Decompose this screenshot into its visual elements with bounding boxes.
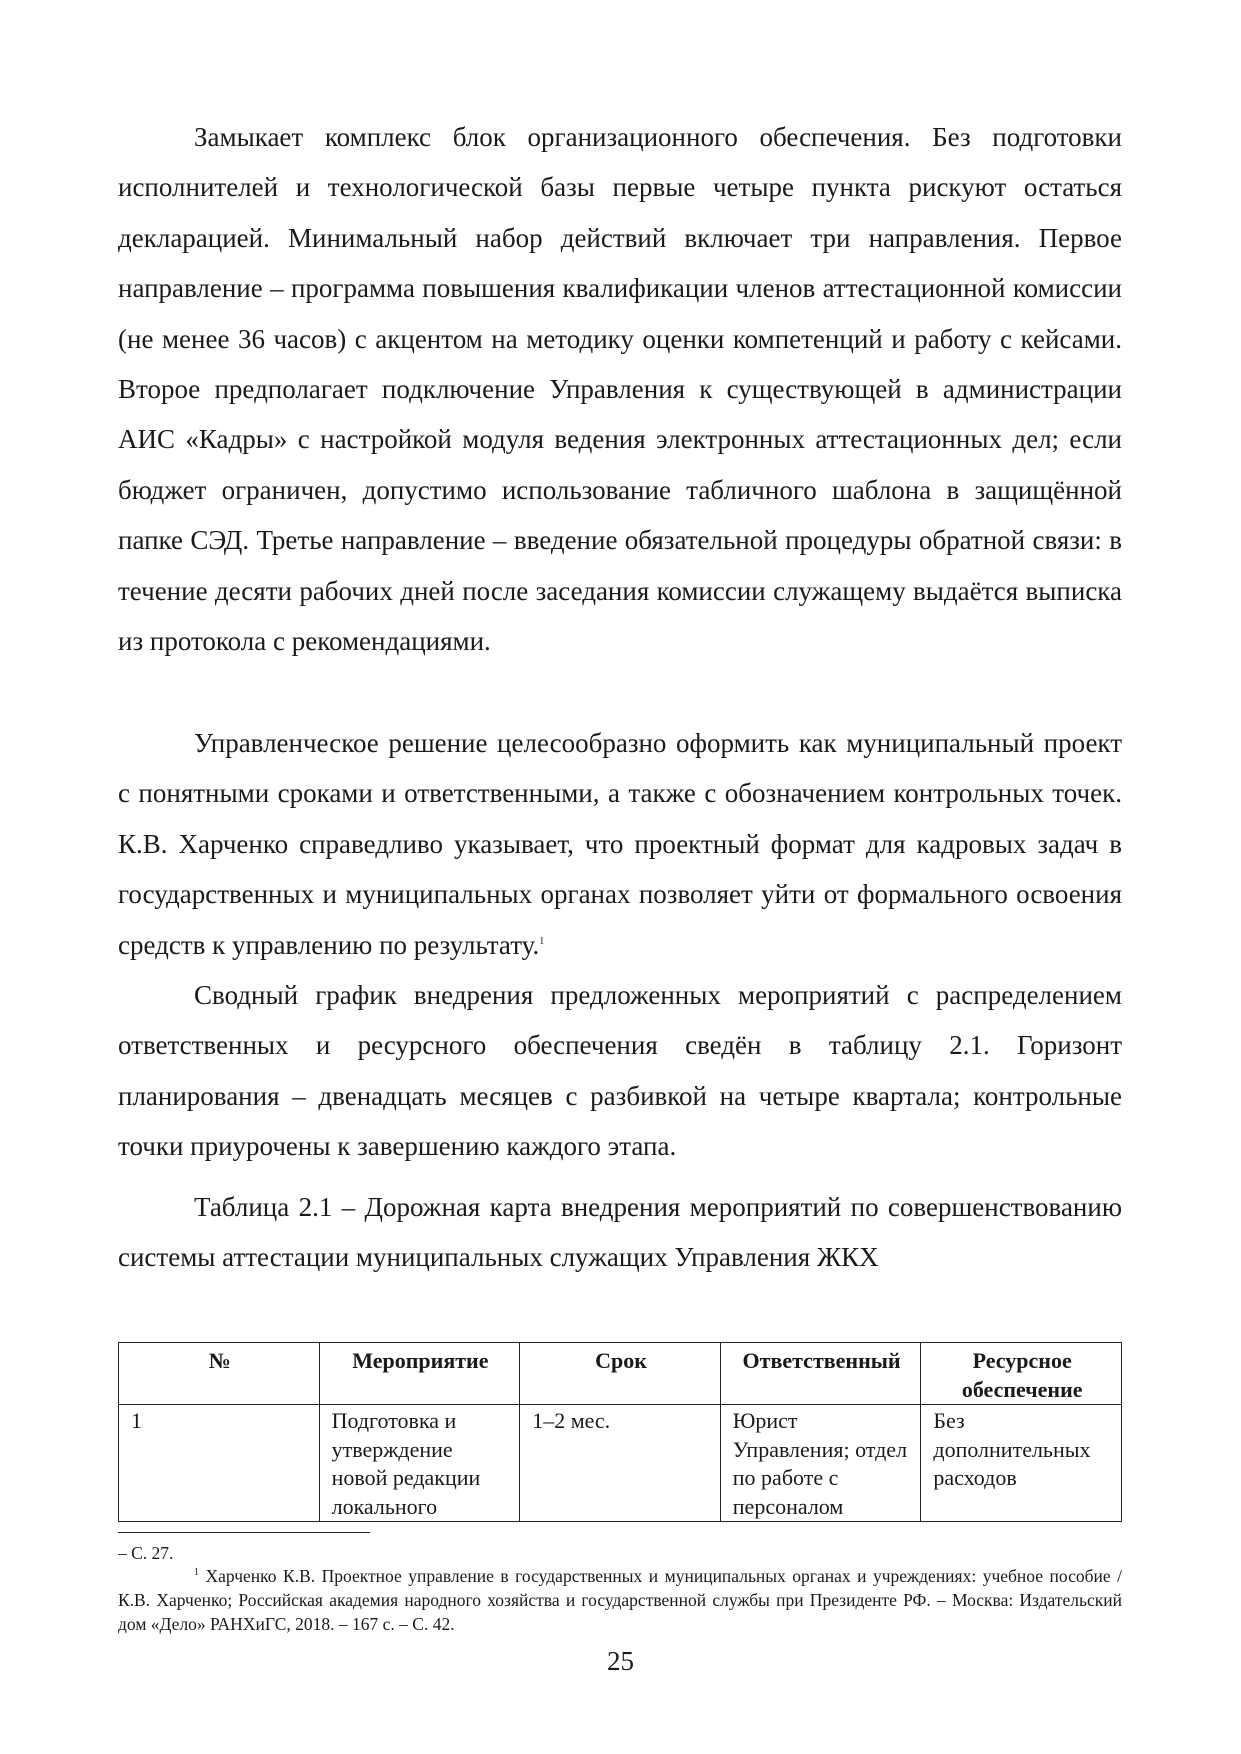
table-header-row: [119, 1343, 1122, 1405]
table-caption: Таблица 2.1 – Дорожная карта внедрения мероприятий по совершенствованию системы аттестации муниципальных служащих Управления ЖКХ: [118, 1192, 1122, 1273]
paragraph-text: Сводный график внедрения предложенных мероприятий с распределением ответственных и ресурсного обеспечения сведён в таблицу 2.1. Горизонт планирования – двенадцать месяцев с разбивкой на четыре квартала; контрольные точки приурочены к завершению каждого этапа.: [118, 980, 1122, 1162]
column-header-responsible: Ответственный: [720, 1343, 921, 1405]
roadmap-table: [118, 1342, 1122, 1522]
footnote-1: [118, 1564, 1122, 1636]
column-header-number: №: [119, 1343, 320, 1405]
footnote-reference[interactable]: 1: [539, 935, 545, 947]
table-row: [119, 1405, 1122, 1522]
paragraph-text: Замыкает комплекс блок организационного обеспечения. Без подготовки исполнителей и технологической базы первые четыре пункта рискуют остаться декларацией. Минимальный набор действий включает три направления. Первое направление – программа повышения квалификации членов аттестационной комиссии (не менее 36 часов) с акцентом на методику оценки компетенций и работу с кейсами. Второе предполагает подключение Управления к существующей в администрации АИС «Кадры» с настройкой модуля ведения электронных аттестационных дел; если бюджет ограничен, допустимо использование табличного шаблона в защищённой папке СЭД. Третье направление – введение обязательной процедуры обратной связи: в течение десяти рабочих дней после заседания комиссии служащему выдаётся выписка из протокола с рекомендациями.: [118, 122, 1122, 657]
footnote-marker: 1: [194, 1567, 199, 1579]
column-header-activity: Мероприятие: [319, 1343, 520, 1405]
body-paragraph-organizational-support: [118, 112, 1122, 666]
footnote-separator: [118, 1532, 370, 1533]
paragraph-text: Управленческое решение целесообразно оформить как муниципальный проект с понятными сроками и ответственными, а также с обозначением контрольных точек. К.В. Харченко справедливо указывает, что проектный формат для кадровых задач в государственных и муниципальных органах позволяет уйти от формального освоения средств к управлению по результату.: [118, 728, 1122, 960]
page-number: 25: [607, 1646, 634, 1676]
body-paragraph-schedule-summary: [118, 970, 1122, 1172]
cell-number: 1: [119, 1405, 320, 1522]
body-paragraph-project-format: [118, 718, 1122, 970]
cell-activity: Подготовка и утверждение новой редакции локального: [319, 1405, 520, 1522]
column-header-resources: Ресурсное обеспечение: [921, 1343, 1122, 1405]
cell-resources: Без дополнительных расходов: [921, 1405, 1122, 1522]
cell-term: 1–2 мес.: [520, 1405, 721, 1522]
cell-responsible: Юрист Управления; отдел по работе с персоналом: [720, 1405, 921, 1522]
footnote-continuation: – С. 27.: [118, 1543, 174, 1563]
footnote-text: Харченко К.В. Проектное управление в государственных и муниципальных органах и учреждениях: учебное пособие / К.В. Харченко; Российская академия народного хозяйства и государственной службы при Президенте РФ. – Москва: Издательский дом «Дело» РАНХиГС, 2018. – 167 с. – С. 42.: [118, 1566, 1122, 1634]
column-header-term: Срок: [520, 1343, 721, 1405]
